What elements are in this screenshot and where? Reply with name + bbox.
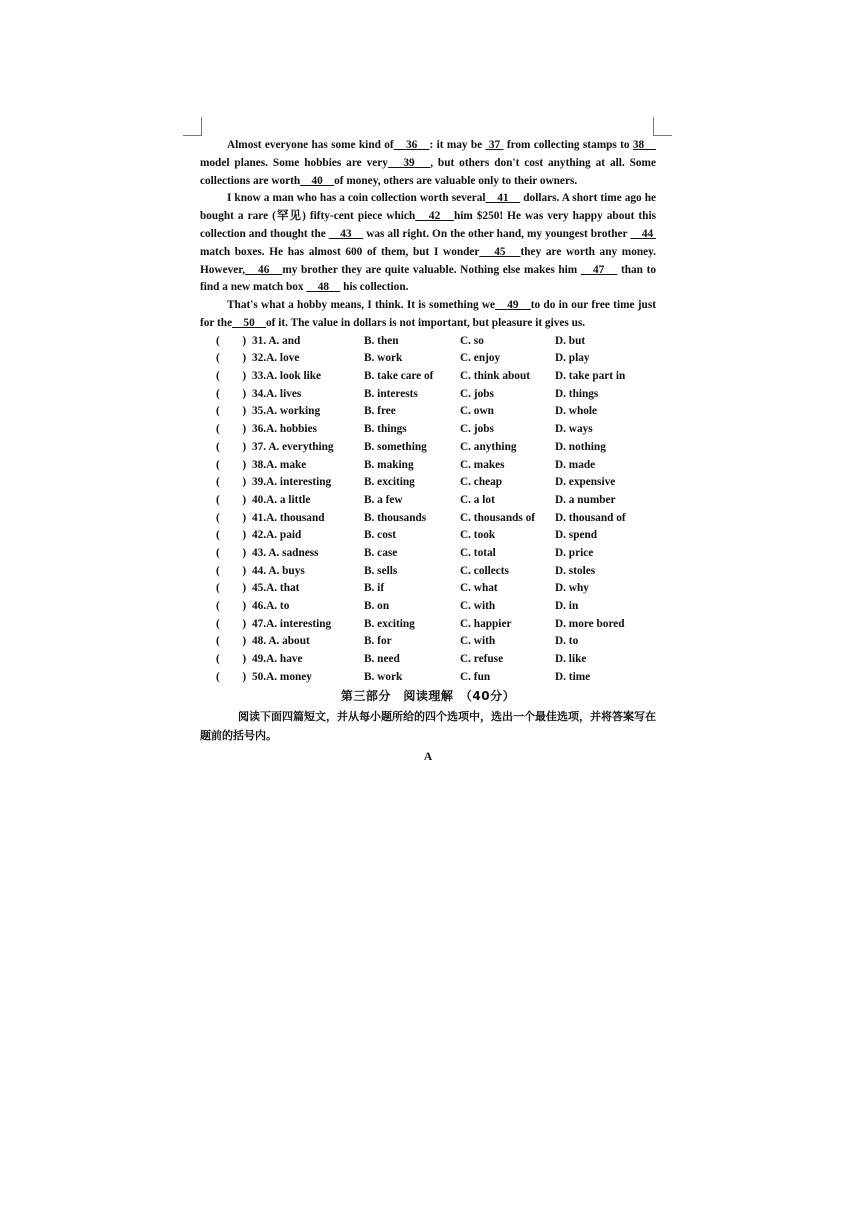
text-run: my brother they are quite valuable. Nothing else makes him (282, 263, 578, 276)
answer-bracket: ( ) (216, 493, 247, 506)
option-b: B. cost (364, 529, 397, 542)
option-c: C. enjoy (460, 352, 501, 365)
text-run: , but others don't cost anything at all. Some collections are worth (200, 156, 656, 187)
question-row (200, 350, 656, 368)
blank-46: 46 (258, 263, 270, 276)
option-b: B. take care of (364, 370, 434, 383)
option-a: 35.A. working (252, 405, 321, 418)
option-b: B. need (364, 653, 400, 666)
option-c: C. so (460, 334, 484, 347)
text-run: to do in our free time just for the (200, 299, 656, 329)
answer-bracket: ( ) (216, 511, 247, 524)
text-run: Almost everyone has some kind of (227, 139, 394, 151)
answer-bracket: ( ) (216, 405, 247, 418)
option-a: 41.A. thousand (252, 511, 325, 524)
text-run: model planes. Some hobbies are very (200, 156, 388, 169)
option-d: D. take part in (555, 370, 626, 383)
answer-bracket: ( ) (216, 635, 247, 648)
option-b: B. then (364, 334, 399, 347)
option-c: C. makes (460, 458, 505, 471)
option-c: C. total (460, 546, 496, 559)
option-c: C. with (460, 635, 496, 648)
answer-bracket: ( ) (216, 546, 247, 559)
question-row (200, 616, 656, 634)
answer-bracket: ( ) (216, 670, 247, 683)
option-c: C. cheap (460, 476, 503, 489)
answer-bracket: ( ) (216, 440, 247, 453)
option-a: 44. A. buys (252, 564, 305, 577)
blank-50: 50 (243, 316, 255, 329)
option-b: B. interests (364, 387, 418, 400)
question-row (200, 651, 656, 669)
answer-bracket: ( ) (216, 529, 247, 542)
answer-bracket: ( ) (216, 617, 247, 630)
option-a: 31. A. and (252, 334, 301, 347)
option-c: C. thousands of (460, 511, 536, 524)
question-row (200, 421, 656, 439)
option-b: B. things (364, 423, 407, 436)
option-a: 39.A. interesting (252, 476, 332, 489)
option-d: D. a number (555, 493, 616, 506)
text-run: him $250! He was very happy about this collection and thought the (200, 210, 657, 240)
document-body (200, 137, 656, 767)
option-a: 43. A. sadness (252, 546, 319, 559)
answer-bracket: ( ) (216, 564, 247, 577)
cloze-paragraph-2 (200, 190, 656, 297)
option-c: C. collects (460, 564, 509, 577)
option-c: C. what (460, 582, 498, 595)
blank-39: 39 (403, 156, 415, 169)
question-options-list (200, 333, 656, 687)
question-row (200, 368, 656, 386)
option-d: D. to (555, 635, 579, 648)
page-corner-mark-right (653, 117, 672, 136)
blank-37: 37 (488, 139, 501, 151)
option-c: C. jobs (460, 387, 494, 400)
option-d: D. price (555, 546, 594, 559)
option-d: D. more bored (555, 617, 625, 630)
text-run: from collecting stamps to (506, 139, 630, 151)
option-b: B. for (364, 635, 392, 648)
option-c: C. anything (460, 440, 517, 453)
option-d: D. time (555, 670, 591, 683)
option-a: 47.A. interesting (252, 617, 332, 630)
answer-bracket: ( ) (216, 582, 247, 595)
option-a: 46.A. to (252, 600, 290, 613)
question-row (200, 333, 656, 351)
option-d: D. things (555, 387, 599, 400)
option-b: B. sells (364, 564, 398, 577)
blank-45: 45 (494, 245, 506, 258)
option-c: C. jobs (460, 423, 494, 436)
text-run: dollars. A short time ago he bought a rare (罕见) fifty-cent piece which (200, 192, 656, 223)
section-title: 第三部分 阅读理解 （40分） (340, 688, 516, 703)
answer-bracket: ( ) (216, 387, 247, 400)
option-a: 36.A. hobbies (252, 423, 317, 436)
option-d: D. in (555, 600, 579, 613)
option-c: C. fun (460, 670, 491, 683)
answer-bracket: ( ) (216, 653, 247, 666)
answer-bracket: ( ) (216, 600, 247, 613)
blank-36: 36 (405, 139, 418, 151)
option-d: D. expensive (555, 476, 616, 489)
option-d: D. nothing (555, 440, 606, 453)
text-run: his collection. (343, 281, 409, 294)
option-a: 42.A. paid (252, 529, 302, 542)
blank-41: 41 (497, 192, 509, 205)
option-d: D. why (555, 582, 589, 595)
option-a: 48. A. about (252, 635, 310, 648)
option-b: B. free (364, 405, 396, 418)
text-run: they are worth any money. However, (200, 245, 656, 276)
question-row (200, 439, 656, 457)
text-run: That's what a hobby means, I think. It is something we (227, 299, 496, 312)
text-run: was all right. On the other hand, my youngest brother (366, 227, 628, 240)
text-run: I know a man who has a coin collection worth several (227, 192, 486, 205)
answer-bracket: ( ) (216, 423, 247, 436)
option-c: C. refuse (460, 653, 504, 666)
option-a: 38.A. make (252, 458, 307, 471)
option-b: B. on (364, 600, 390, 613)
text-run: match boxes. He has almost 600 of them, but I wonder (200, 245, 480, 258)
blank-40: 40 (311, 174, 323, 187)
answer-bracket: ( ) (216, 476, 247, 489)
option-a: 33.A. look like (252, 370, 322, 383)
option-c: C. took (460, 529, 496, 542)
option-a: 45.A. that (252, 582, 300, 595)
option-d: D. spend (555, 529, 598, 542)
blank-48: 48 (317, 281, 330, 294)
option-c: C. with (460, 600, 496, 613)
cloze-paragraph-1 (200, 137, 656, 190)
text-run: : it may be (429, 139, 483, 151)
option-d: D. play (555, 352, 590, 365)
option-b: B. thousands (364, 511, 427, 524)
question-row (200, 510, 656, 528)
option-c: C. happier (460, 617, 512, 630)
option-b: B. a few (364, 493, 403, 506)
option-b: B. making (364, 458, 414, 471)
option-d: D. stoles (555, 564, 596, 577)
question-row (200, 545, 656, 563)
question-row (200, 527, 656, 545)
option-b: B. something (364, 440, 427, 453)
option-b: B. case (364, 546, 398, 559)
passage-label: A (423, 751, 433, 764)
option-b: B. exciting (364, 617, 415, 630)
option-b: B. work (364, 670, 403, 683)
answer-bracket: ( ) (216, 458, 247, 471)
option-d: D. thousand of (555, 511, 626, 524)
blank-49: 49 (507, 299, 519, 312)
question-row (200, 492, 656, 510)
text-run: of money, others are valuable only to their owners. (334, 174, 578, 187)
option-d: D. but (555, 334, 586, 347)
option-c: C. own (460, 405, 494, 418)
option-a: 37. A. everything (252, 440, 334, 453)
blank-44: 44 (641, 227, 654, 240)
question-row (200, 386, 656, 404)
option-a: 50.A. money (252, 670, 312, 683)
option-c: C. think about (460, 370, 531, 383)
option-a: 49.A. have (252, 653, 303, 666)
question-row (200, 404, 656, 422)
text-run: than to find a new match box (200, 263, 656, 294)
option-d: D. whole (555, 405, 598, 418)
question-row (200, 580, 656, 598)
option-d: D. ways (555, 423, 593, 436)
blank-47: 47 (593, 263, 605, 276)
answer-bracket: ( ) (216, 334, 247, 347)
text-run: of it. The value in dollars is not important, but pleasure it gives us. (266, 316, 586, 329)
question-row (200, 563, 656, 581)
option-b: B. exciting (364, 476, 415, 489)
question-row (200, 598, 656, 616)
option-b: B. if (364, 582, 385, 595)
question-row (200, 633, 656, 651)
question-row (200, 457, 656, 475)
option-d: D. like (555, 653, 587, 666)
cloze-paragraph-3 (200, 297, 656, 333)
option-c: C. a lot (460, 493, 495, 506)
option-d: D. made (555, 458, 596, 471)
option-a: 34.A. lives (252, 387, 302, 400)
section-instructions: 阅读下面四篇短文，并从每小题所给的四个选项中，选出一个最佳选项，并将答案写在题前的括号内。 (200, 710, 656, 743)
answer-bracket: ( ) (216, 352, 247, 365)
question-row (200, 474, 656, 492)
blank-42: 42 (428, 210, 441, 223)
page-corner-mark-left (183, 117, 202, 136)
option-a: 40.A. a little (252, 493, 311, 506)
answer-bracket: ( ) (216, 370, 247, 383)
question-row (200, 669, 656, 687)
blank-43: 43 (340, 227, 352, 240)
blank-38: 38 (632, 139, 645, 151)
option-a: 32.A. love (252, 352, 300, 365)
option-b: B. work (364, 352, 403, 365)
